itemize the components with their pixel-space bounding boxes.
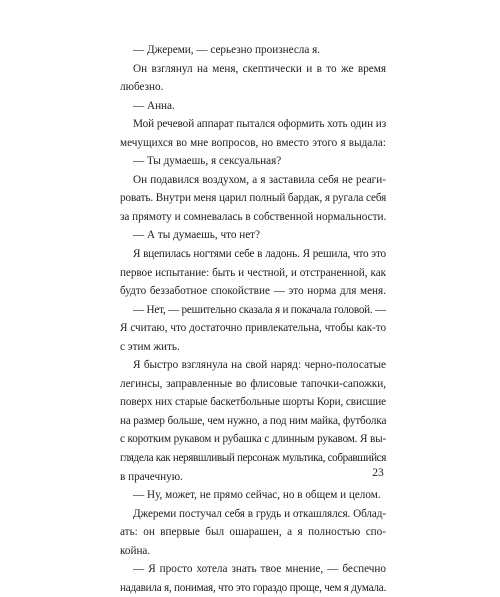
- text-line: ровать. Внутри меня царил полный бардак, я ругала себя: [120, 192, 387, 205]
- text-line: — Нет, — решительно сказала я и покачала головой. —: [133, 303, 386, 316]
- text-line: Он подавился воздухом, а я заставила себя не реаги-: [133, 173, 386, 186]
- text-line: любезно.: [120, 81, 164, 94]
- text-line: койна.: [120, 544, 151, 557]
- text-line: надавила я, понимая, что это гораздо проще, чем я думала.: [120, 581, 386, 594]
- text-line: за прямоту и сомневалась в собственной нормальности.: [120, 210, 387, 223]
- page-number: 23: [372, 467, 384, 479]
- text-line: с этим жить.: [120, 340, 180, 353]
- text-line: с коротким рукавом и рубашка с длинным рукавом. Я вы-: [120, 433, 386, 446]
- text-line: в прачечную.: [120, 470, 183, 483]
- text-line: Джереми постучал себя в грудь и откашлялся. Облад-: [133, 507, 386, 520]
- text-line: на размер больше, чем нужно, а под ним майка, футболка: [120, 414, 387, 427]
- text-line: ать: он впервые был ошарашен, а я полностью спо-: [120, 526, 386, 539]
- text-line: — Ты думаешь, я сексуальная?: [133, 155, 282, 168]
- text-line: — Я просто хотела знать твое мнение, — беспечно: [133, 563, 386, 576]
- text-line: будто беззаботное спокойствие — это норма для меня.: [120, 285, 386, 298]
- text-line: Я вцепилась ногтями себе в ладонь. Я решила, что это: [133, 248, 386, 261]
- text-line: глядела как нерявшливый персонаж мультика, собравшийся: [120, 452, 386, 465]
- text-line: легинсы, заправленные во флисовые тапочки-сапожки,: [120, 377, 386, 390]
- text-line: — А ты думаешь, что нет?: [133, 229, 261, 242]
- body-text: [120, 41, 386, 597]
- text-line: Он взглянул на меня, скептически и в то же время: [133, 62, 386, 75]
- text-line: — Джереми, — серьезно произнесла я.: [133, 44, 321, 56]
- text-line: Мой речевой аппарат пытался оформить хоть один из: [133, 118, 387, 131]
- text-line: — Анна.: [133, 99, 175, 112]
- text-line: поверх них старые баскетбольные шорты Кори, свисшие: [120, 396, 386, 409]
- text-line: Я быстро взглянула на свой наряд: черно-полосатые: [133, 359, 386, 372]
- text-line: первое испытание: быть и честной, и отстраненной, как: [120, 266, 386, 279]
- text-line: — Ну, может, не прямо сейчас, но в общем и целом.: [133, 489, 381, 502]
- text-line: мечущихся во мне вопросов, но вместо этого я выдала:: [120, 136, 386, 149]
- text-line: Я считаю, что достаточно привлекательна, чтобы как-то: [120, 322, 386, 335]
